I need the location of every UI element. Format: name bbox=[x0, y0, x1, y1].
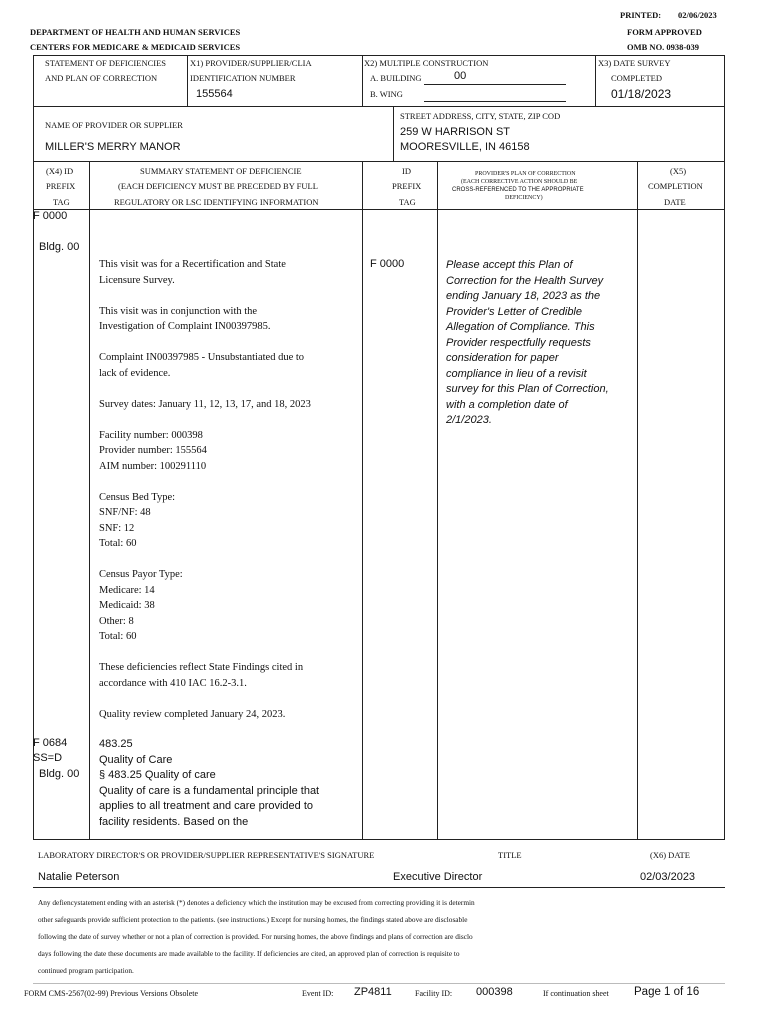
id-header-1: ID bbox=[402, 166, 411, 176]
x1-label-2: IDENTIFICATION NUMBER bbox=[190, 73, 296, 83]
disclaimer-line: days following the date these documents are made available to the facility. If deficiencies are cited, an approved plan of correction is requisite to bbox=[38, 949, 460, 958]
printed-date: 02/06/2023 bbox=[678, 10, 717, 20]
x5-header-3: DATE bbox=[664, 197, 686, 207]
signer-title: Executive Director bbox=[393, 871, 483, 883]
omb-number: OMB NO. 0938-039 bbox=[627, 42, 700, 52]
address-line2: MOORESVILLE, IN 46158 bbox=[400, 141, 530, 153]
disclaimer-line: other safeguards provide sufficient protection to the patients. (see instructions.) Except for nursing homes, the findings stated above are disclosable bbox=[38, 915, 468, 924]
summary-line: Provider number: 155564 bbox=[99, 445, 207, 456]
summary-statement bbox=[99, 257, 311, 738]
tag-bldg-2: Bldg. 00 bbox=[39, 768, 80, 780]
summary-line: Investigation of Complaint IN00397985. bbox=[99, 321, 271, 332]
summary-line: AIM number: 100291110 bbox=[99, 460, 207, 472]
building-label: A. BUILDING bbox=[370, 73, 422, 83]
agency-line1: DEPARTMENT OF HEALTH AND HUMAN SERVICES bbox=[30, 27, 241, 37]
form-approved: FORM APPROVED bbox=[627, 27, 702, 37]
summary-line: These deficiencies reflect State Findings cited in bbox=[99, 662, 304, 673]
summary-header-3: REGULATORY OR LSC IDENTIFYING INFORMATION bbox=[114, 197, 319, 207]
signer-name: Natalie Peterson bbox=[38, 871, 120, 883]
summary-line: Complaint IN00397985 - Unsubstantiated due to bbox=[99, 352, 305, 363]
summary-line: Quality review completed January 24, 2023. bbox=[99, 708, 286, 720]
plan-line: compliance in lieu of a revisit bbox=[446, 367, 587, 380]
provider-id: 155564 bbox=[196, 88, 233, 100]
provider-name: MILLER'S MERRY MANOR bbox=[45, 141, 181, 153]
x6-date-label: (X6) DATE bbox=[650, 850, 690, 860]
summary-header-2: (EACH DEFICIENCY MUST BE PRECEDED BY FULL bbox=[118, 181, 318, 191]
plan-line: Provider respectfully requests bbox=[446, 336, 591, 349]
summary-line: Total: 60 bbox=[99, 631, 137, 642]
summary-line: Census Bed Type: bbox=[99, 491, 176, 503]
address-line1: 259 W HARRISON ST bbox=[400, 126, 511, 138]
f684-line: 483.25 bbox=[99, 738, 133, 750]
disclaimer-line: continued program participation. bbox=[38, 966, 134, 975]
plan-line: with a completion date of bbox=[446, 398, 568, 411]
summary-line: This visit was for a Recertification and State bbox=[99, 259, 286, 270]
plan-of-correction bbox=[446, 258, 609, 429]
event-id: ZP4811 bbox=[354, 986, 392, 998]
summary-line: SNF/NF: 48 bbox=[99, 507, 151, 518]
plan-header-3: CROSS-REFERENCED TO THE APPROPRIATE bbox=[452, 187, 584, 193]
facility-id: 000398 bbox=[476, 986, 513, 998]
signature-label: LABORATORY DIRECTOR'S OR PROVIDER/SUPPLIER REPRESENTATIVE'S SIGNATURE bbox=[38, 850, 375, 860]
form-number: FORM CMS-2567(02-99) Previous Versions Obsolete bbox=[24, 989, 199, 998]
plan-line: Correction for the Health Survey bbox=[446, 274, 604, 287]
summary-line: Survey dates: January 11, 12, 13, 17, and 18, 2023 bbox=[99, 398, 311, 410]
tag-ss: SS=D bbox=[33, 752, 63, 764]
plan-line: survey for this Plan of Correction, bbox=[446, 383, 609, 395]
plan-header-2: (EACH CORRECTIVE ACTION SHOULD BE bbox=[461, 179, 578, 185]
f684-line: applies to all treatment and care provided to bbox=[99, 800, 314, 812]
summary-line: Total: 60 bbox=[99, 538, 137, 549]
tag-f0684: F 0684 bbox=[33, 737, 68, 749]
facility-id-label: Facility ID: bbox=[415, 989, 453, 998]
f684-line: Quality of Care bbox=[99, 753, 173, 766]
provider-name-label: NAME OF PROVIDER OR SUPPLIER bbox=[45, 120, 183, 130]
plan-tag: F 0000 bbox=[370, 258, 405, 270]
wing-label: B. WING bbox=[370, 89, 403, 99]
summary-line: Medicare: 14 bbox=[99, 584, 155, 596]
plan-line: 2/1/2023. bbox=[446, 414, 492, 426]
event-id-label: Event ID: bbox=[302, 989, 334, 998]
signature-date: 02/03/2023 bbox=[640, 871, 696, 883]
plan-header-4: DEFICIENCY) bbox=[505, 195, 543, 201]
x3-label-2: COMPLETED bbox=[611, 73, 662, 83]
tag-bldg-1: Bldg. 00 bbox=[39, 241, 80, 253]
x1-label-1: X1) PROVIDER/SUPPLIER/CLIA bbox=[190, 58, 312, 68]
summary-line: This visit was in conjunction with the bbox=[99, 305, 258, 317]
summary-line: Facility number: 000398 bbox=[99, 429, 203, 441]
building-value: 00 bbox=[454, 70, 467, 82]
summary-header-1: SUMMARY STATEMENT OF DEFICIENCIE bbox=[140, 166, 302, 176]
x2-title: X2) MULTIPLE CONSTRUCTION bbox=[364, 58, 489, 68]
tag-f0000: F 0000 bbox=[33, 210, 68, 222]
plan-line: Please accept this Plan of bbox=[446, 259, 573, 271]
statement-label-2: AND PLAN OF CORRECTION bbox=[45, 73, 158, 83]
disclaimer-line: following the date of survey whether or not a plan of correction is provided. For nursing homes, the above findings and plans of correction are disclo bbox=[38, 932, 473, 941]
plan-line: ending January 18, 2023 as the bbox=[446, 290, 601, 302]
disclaimer-line: Any defiencystatement ending with an asterisk (*) denotes a deficiency which the institution may be excused from correcting providing it is determin bbox=[38, 898, 475, 907]
id-header-3: TAG bbox=[399, 197, 416, 207]
id-header-2: PREFIX bbox=[392, 181, 422, 191]
survey-date: 01/18/2023 bbox=[611, 87, 672, 101]
disclaimer bbox=[38, 894, 475, 979]
f684-line: facility residents. Based on the bbox=[99, 815, 249, 828]
f684-statement bbox=[99, 737, 319, 830]
x3-label-1: X3) DATE SURVEY bbox=[598, 58, 671, 68]
printed-label: PRINTED: bbox=[620, 10, 662, 20]
summary-line: Licensure Survey. bbox=[99, 274, 175, 286]
x5-header-2: COMPLETION bbox=[648, 181, 703, 191]
plan-header-1: PROVIDER'S PLAN OF CORRECTION bbox=[475, 171, 576, 177]
summary-line: lack of evidence. bbox=[99, 367, 171, 379]
x4-header-2: PREFIX bbox=[46, 181, 76, 191]
plan-line: Provider's Letter of Credible bbox=[446, 305, 582, 318]
plan-line: consideration for paper bbox=[446, 352, 559, 364]
summary-line: SNF: 12 bbox=[99, 522, 135, 534]
x4-header-3: TAG bbox=[53, 197, 70, 207]
summary-line: Census Payor Type: bbox=[99, 569, 183, 580]
f684-line: § 483.25 Quality of care bbox=[99, 769, 216, 781]
title-label: TITLE bbox=[498, 850, 522, 860]
x4-header-1: (X4) ID bbox=[46, 166, 74, 176]
address-label: STREET ADDRESS, CITY, STATE, ZIP COD bbox=[400, 111, 561, 121]
x5-header-1: (X5) bbox=[670, 166, 687, 176]
summary-line: Medicaid: 38 bbox=[99, 600, 155, 611]
summary-line: accordance with 410 IAC 16.2-3.1. bbox=[99, 677, 247, 689]
statement-label-1: STATEMENT OF DEFICIENCIES bbox=[45, 58, 167, 68]
summary-line: Other: 8 bbox=[99, 615, 134, 627]
plan-line: Allegation of Compliance. This bbox=[446, 321, 595, 333]
continuation-label: If continuation sheet bbox=[543, 989, 609, 998]
f684-line: Quality of care is a fundamental principle that bbox=[99, 784, 320, 797]
agency-line2: CENTERS FOR MEDICARE & MEDICAID SERVICES bbox=[30, 42, 241, 52]
page-number: Page 1 of 16 bbox=[634, 986, 700, 998]
